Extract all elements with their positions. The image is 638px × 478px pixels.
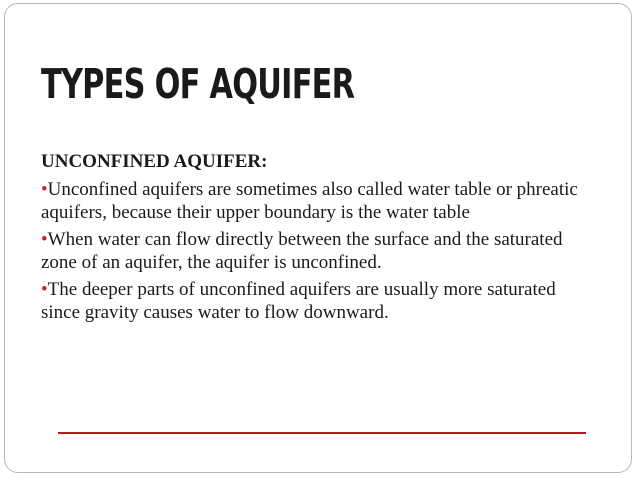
slide-content	[41, 150, 581, 328]
bullet-text: Unconfined aquifers are sometimes also called water table or phreatic aquifers, because their upper boundary is the water table	[41, 179, 578, 223]
bullet-marker: •	[41, 229, 48, 250]
footer-divider	[58, 432, 586, 434]
section-subheading: UNCONFINED AQUIFER:	[41, 151, 268, 172]
bullet-text: When water can flow directly between the surface and the saturated zone of an aquifer, the aquifer is unconfined.	[41, 229, 563, 273]
bullet-marker: •	[41, 279, 48, 300]
bullet-item	[41, 228, 581, 274]
bullet-text: The deeper parts of unconfined aquifers are usually more saturated since gravity causes water to flow downward.	[41, 279, 556, 323]
bullet-marker: •	[41, 179, 48, 200]
bullet-item	[41, 278, 581, 324]
bullet-item	[41, 178, 581, 224]
slide	[4, 3, 632, 473]
slide-title: TYPES OF AQUIFER	[41, 60, 355, 108]
